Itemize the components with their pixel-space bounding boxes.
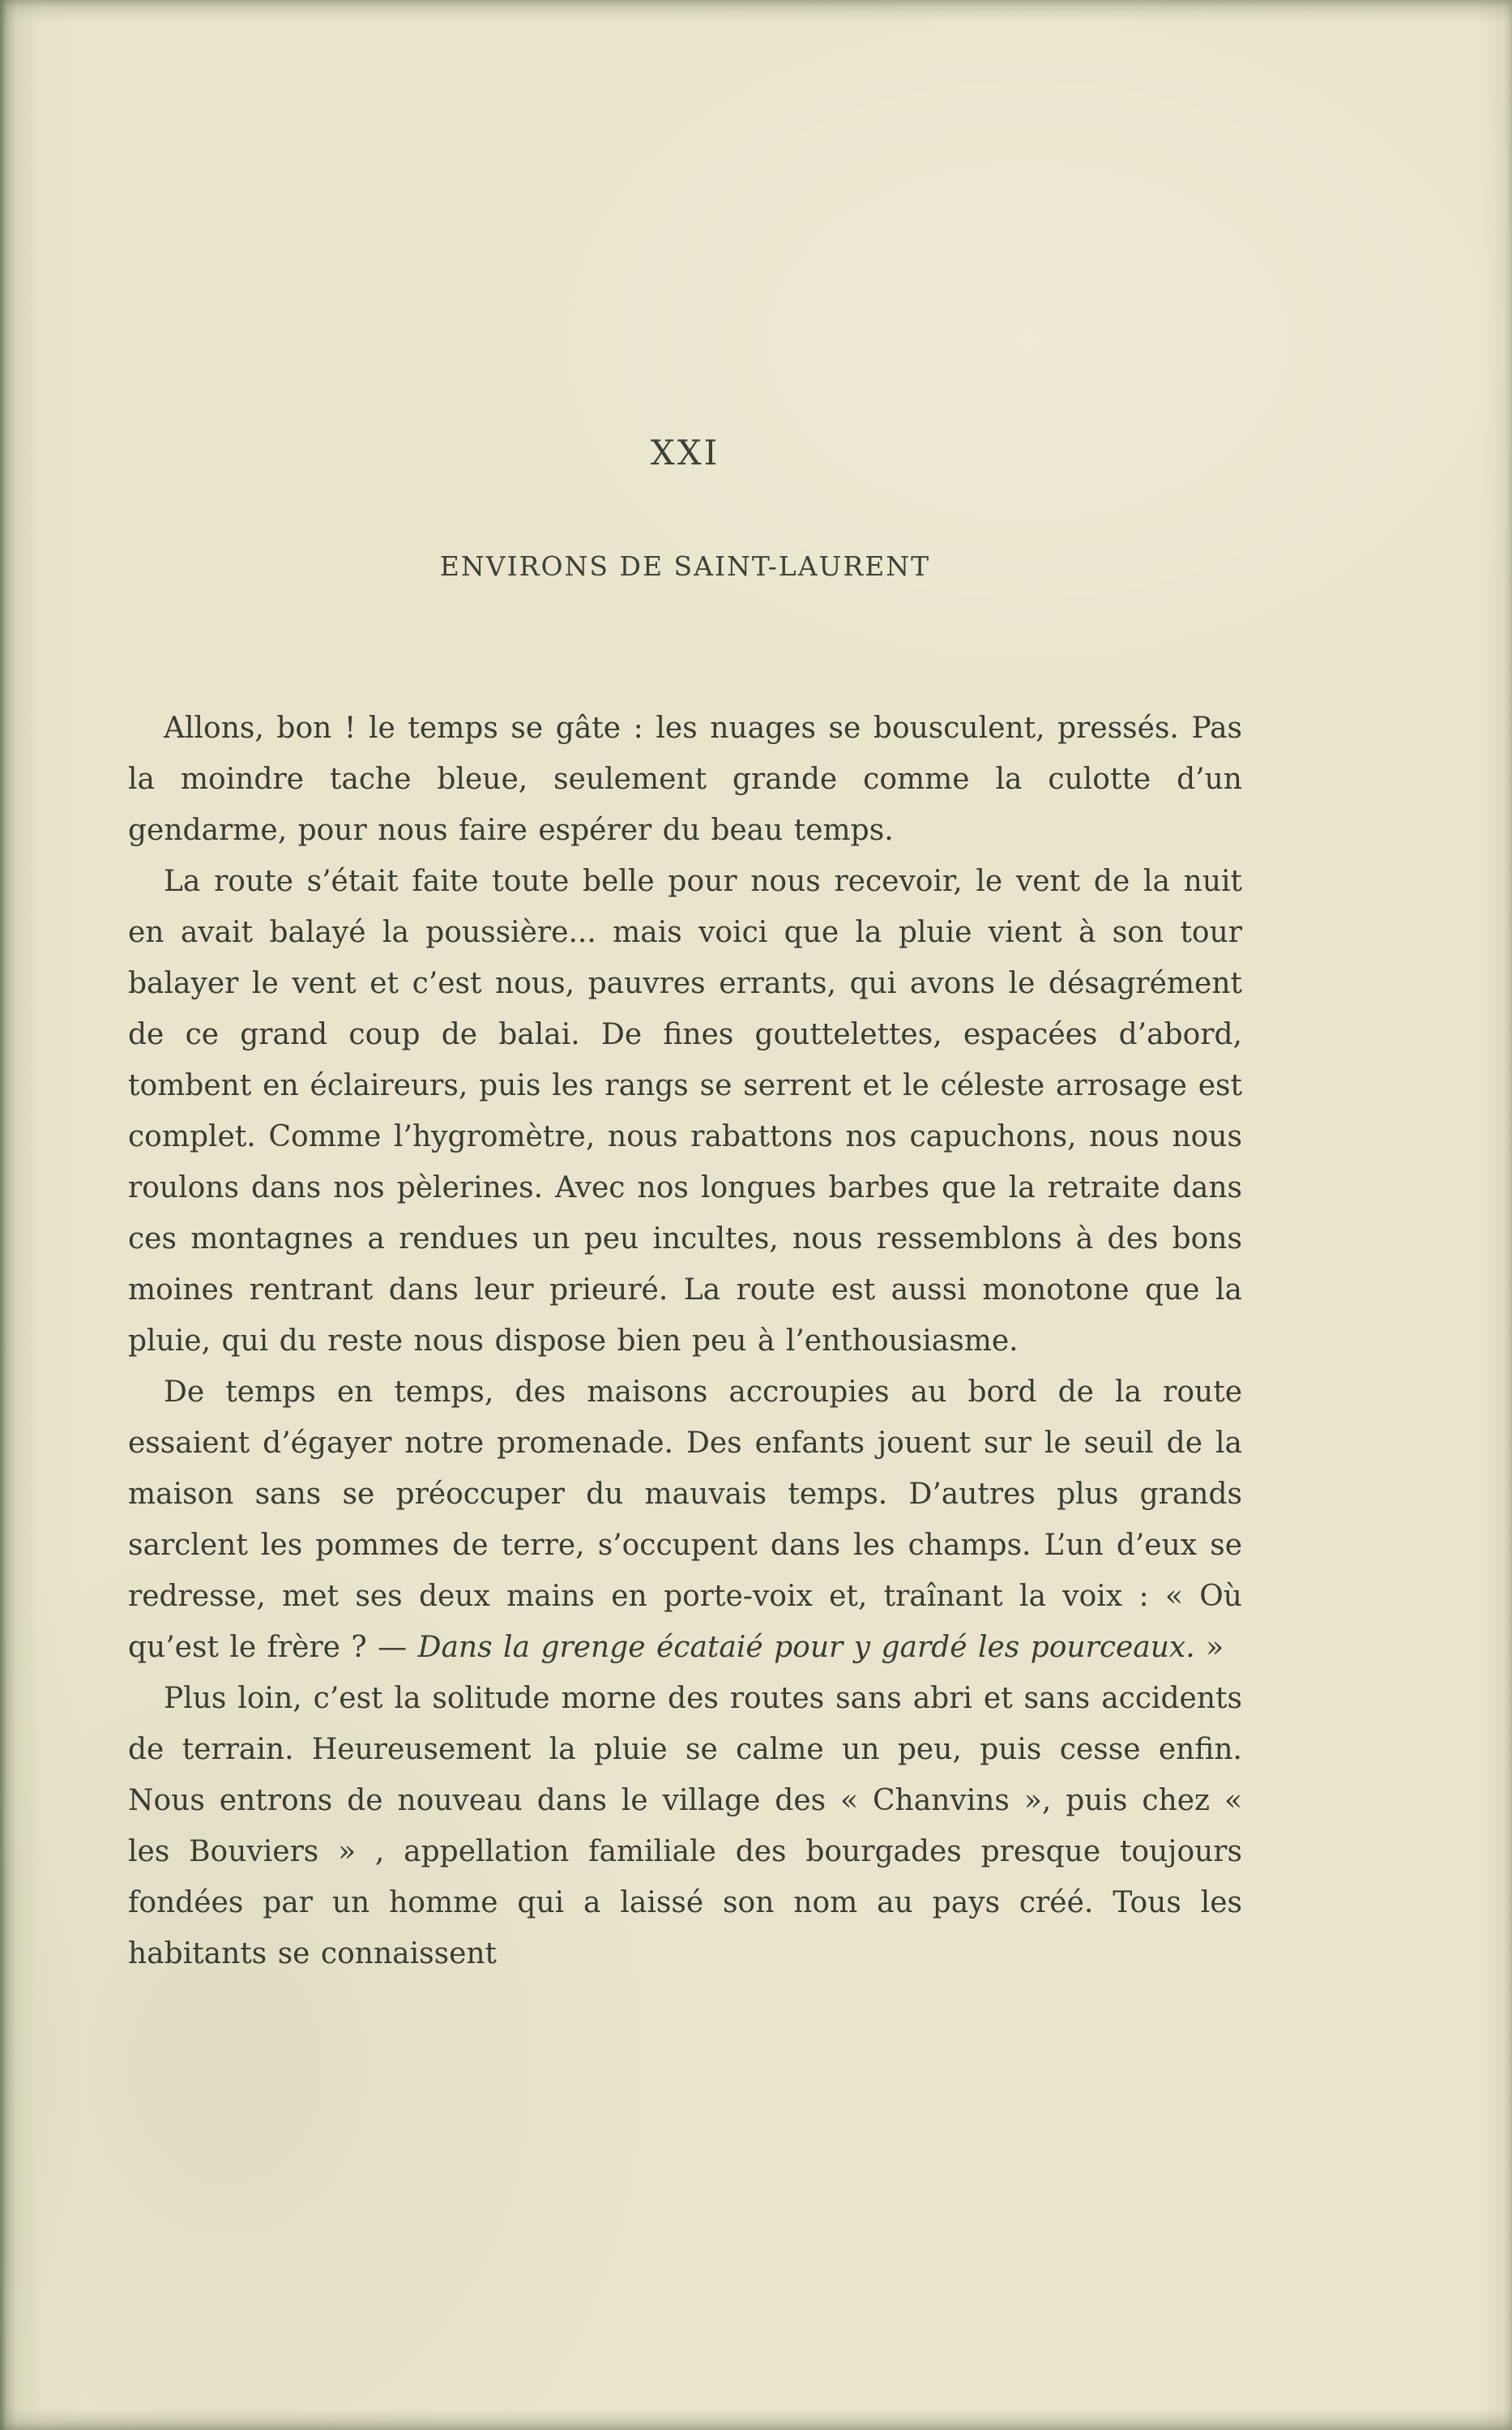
paragraph-1-text: Allons, bon ! le temps se gâte : les nuages se bousculent, pressés. Pas la moindre tache bleue, seulement grande comme la culotte d’un gendarme, pour nous faire espérer du beau temps. xyxy=(128,712,1242,847)
paragraph-3-dialect-quote: Dans la grenge écataié pour y gardé les pourceaux. xyxy=(417,1631,1195,1664)
chapter-title: ENVIRONS DE SAINT-LAURENT xyxy=(439,550,931,582)
paragraph-1 xyxy=(128,703,1242,856)
paragraph-2 xyxy=(128,856,1242,1367)
chapter-number: XXI xyxy=(650,433,720,473)
paragraph-3-text-close: » xyxy=(1194,1631,1224,1664)
paragraph-3 xyxy=(128,1367,1242,1673)
paragraph-2-text: La route s’était faite toute belle pour nous recevoir, le vent de la nuit en avait balayé la poussière... mais voici que la pluie vient à son tour balayer le vent et c’est nous, pauvres errants, qui avons le désagrément de ce grand coup de balai. De fines gouttelettes, espacées d’abord, tombent en éclaireurs, puis les rangs se serrent et le céleste arrosage est complet. Comme l’hygromètre, nous rabattons nos capuchons, nous nous roulons dans nos pèlerines. Avec nos longues barbes que la retraite dans ces montagnes a rendues un peu incultes, nous ressemblons à des bons moines rentrant dans leur prieuré. La route est aussi monotone que la pluie, qui du reste nous dispose bien peu à l’enthousiasme. xyxy=(128,865,1242,1358)
paragraph-3-text-lead: De temps en temps, des maisons accroupies au bord de la route essaient d’égayer notre promenade. Des enfants jouent sur le seuil de la maison sans se préoccuper du mauvais temps. D’autres plus grands sarclent les pommes de terre, s’occupent dans les champs. L’un d’eux se redresse, met ses deux mains en porte-voix et, traînant la voix : « Où qu’est le frère ? — xyxy=(128,1375,1242,1664)
body-text xyxy=(128,703,1242,1979)
text-block xyxy=(128,434,1242,1979)
paragraph-4 xyxy=(128,1673,1242,1979)
paragraph-4-text: Plus loin, c’est la solitude morne des routes sans abri et sans accidents de terrain. Heureusement la pluie se calme un peu, puis cesse enfin. Nous entrons de nouveau dans le village des « Chanvins », puis chez « les Bouviers » , appellation familiale des bourgades presque toujours fondées par un homme qui a laissé son nom au pays créé. Tous les habitants se connaissent xyxy=(128,1682,1242,1970)
